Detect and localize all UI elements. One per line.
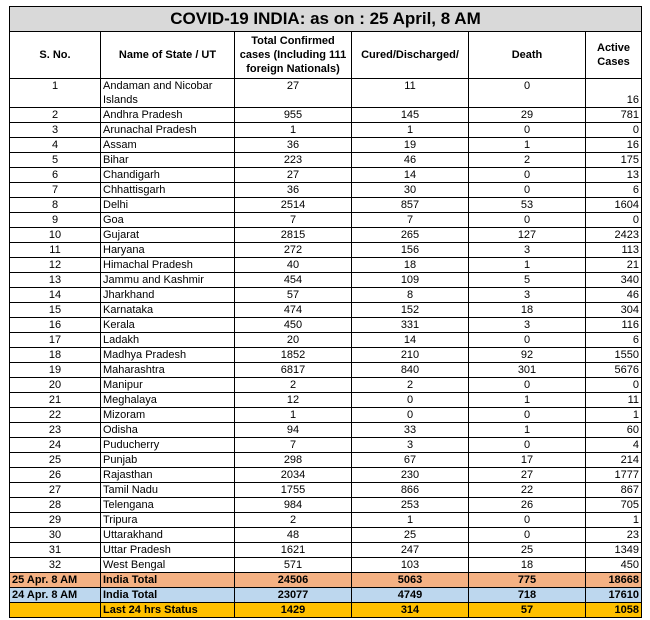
cell-death: 2 xyxy=(469,153,586,168)
summary-label: India Total xyxy=(101,573,235,588)
table-body xyxy=(10,79,642,573)
cell-confirmed: 94 xyxy=(235,423,352,438)
cell-sno: 2 xyxy=(10,108,101,123)
cell-state: Himachal Pradesh xyxy=(101,258,235,273)
cell-sno: 3 xyxy=(10,123,101,138)
table-row xyxy=(10,228,642,243)
table-row xyxy=(10,168,642,183)
cell-sno: 32 xyxy=(10,558,101,573)
cell-confirmed: 450 xyxy=(235,318,352,333)
cell-death: 0 xyxy=(469,528,586,543)
cell-cured: 840 xyxy=(352,363,469,378)
table-row xyxy=(10,513,642,528)
cell-cured: 1 xyxy=(352,123,469,138)
cell-confirmed: 6817 xyxy=(235,363,352,378)
table-row xyxy=(10,213,642,228)
cell-cured: 0 xyxy=(352,408,469,423)
cell-cured: 14 xyxy=(352,333,469,348)
summary-row-last24 xyxy=(10,603,642,618)
cell-confirmed: 298 xyxy=(235,453,352,468)
cell-state: Punjab xyxy=(101,453,235,468)
cell-cured: 230 xyxy=(352,468,469,483)
table-row xyxy=(10,273,642,288)
cell-cured: 145 xyxy=(352,108,469,123)
cell-state: Puducherry xyxy=(101,438,235,453)
cell-active: 16 xyxy=(586,79,642,108)
table-row xyxy=(10,318,642,333)
cell-confirmed: 2 xyxy=(235,513,352,528)
cell-sno: 10 xyxy=(10,228,101,243)
cell-sno: 9 xyxy=(10,213,101,228)
cell-sno: 27 xyxy=(10,483,101,498)
cell-active: 781 xyxy=(586,108,642,123)
cell-death: 127 xyxy=(469,228,586,243)
cell-state: Tripura xyxy=(101,513,235,528)
cell-state: Assam xyxy=(101,138,235,153)
cell-active: 867 xyxy=(586,483,642,498)
cell-cured: 8 xyxy=(352,288,469,303)
table-row xyxy=(10,348,642,363)
cell-confirmed: 474 xyxy=(235,303,352,318)
cell-state: Jammu and Kashmir xyxy=(101,273,235,288)
summary-date: 24 Apr. 8 AM xyxy=(10,588,101,603)
cell-active: 1777 xyxy=(586,468,642,483)
cell-sno: 26 xyxy=(10,468,101,483)
cell-cured: 103 xyxy=(352,558,469,573)
cell-cured: 0 xyxy=(352,393,469,408)
cell-confirmed: 571 xyxy=(235,558,352,573)
table-row xyxy=(10,243,642,258)
covid-state-table xyxy=(9,6,642,618)
cell-confirmed: 20 xyxy=(235,333,352,348)
cell-death: 0 xyxy=(469,378,586,393)
cell-death: 0 xyxy=(469,438,586,453)
cell-confirmed: 1755 xyxy=(235,483,352,498)
cell-active: 16 xyxy=(586,138,642,153)
table-row xyxy=(10,258,642,273)
cell-confirmed: 984 xyxy=(235,498,352,513)
cell-active: 11 xyxy=(586,393,642,408)
cell-state: Kerala xyxy=(101,318,235,333)
cell-death: 1 xyxy=(469,423,586,438)
cell-state: Goa xyxy=(101,213,235,228)
cell-death: 17 xyxy=(469,453,586,468)
cell-confirmed: 12 xyxy=(235,393,352,408)
table-row xyxy=(10,558,642,573)
cell-death: 25 xyxy=(469,543,586,558)
cell-cured: 46 xyxy=(352,153,469,168)
cell-death: 26 xyxy=(469,498,586,513)
header-confirmed: Total Confirmed cases (Including 111 foreign Nationals) xyxy=(235,32,352,79)
summary-row-apr25 xyxy=(10,573,642,588)
cell-sno: 24 xyxy=(10,438,101,453)
table-row xyxy=(10,303,642,318)
cell-state: Haryana xyxy=(101,243,235,258)
cell-cured: 152 xyxy=(352,303,469,318)
cell-active: 340 xyxy=(586,273,642,288)
cell-death: 1 xyxy=(469,393,586,408)
cell-sno: 7 xyxy=(10,183,101,198)
table-row xyxy=(10,138,642,153)
cell-active: 6 xyxy=(586,333,642,348)
cell-active: 113 xyxy=(586,243,642,258)
cell-confirmed: 48 xyxy=(235,528,352,543)
table-row xyxy=(10,153,642,168)
cell-cured: 247 xyxy=(352,543,469,558)
cell-sno: 12 xyxy=(10,258,101,273)
cell-active: 5676 xyxy=(586,363,642,378)
cell-cured: 33 xyxy=(352,423,469,438)
cell-cured: 156 xyxy=(352,243,469,258)
cell-state: Andhra Pradesh xyxy=(101,108,235,123)
cell-death: 3 xyxy=(469,288,586,303)
cell-active: 0 xyxy=(586,213,642,228)
cell-cured: 14 xyxy=(352,168,469,183)
cell-active: 116 xyxy=(586,318,642,333)
header-death: Death xyxy=(469,32,586,79)
cell-confirmed: 40 xyxy=(235,258,352,273)
cell-death: 3 xyxy=(469,318,586,333)
cell-confirmed: 1 xyxy=(235,123,352,138)
table-row xyxy=(10,333,642,348)
cell-sno: 30 xyxy=(10,528,101,543)
table-row xyxy=(10,288,642,303)
cell-death: 27 xyxy=(469,468,586,483)
summary-cured: 4749 xyxy=(352,588,469,603)
cell-cured: 2 xyxy=(352,378,469,393)
cell-state: Maharashtra xyxy=(101,363,235,378)
header-active: Active Cases xyxy=(586,32,642,79)
cell-sno: 22 xyxy=(10,408,101,423)
cell-confirmed: 7 xyxy=(235,213,352,228)
cell-active: 2423 xyxy=(586,228,642,243)
cell-active: 1349 xyxy=(586,543,642,558)
cell-state: Bihar xyxy=(101,153,235,168)
cell-death: 0 xyxy=(469,168,586,183)
header-cured: Cured/Discharged/ xyxy=(352,32,469,79)
cell-state: Jharkhand xyxy=(101,288,235,303)
cell-active: 13 xyxy=(586,168,642,183)
cell-sno: 19 xyxy=(10,363,101,378)
cell-sno: 20 xyxy=(10,378,101,393)
cell-active: 175 xyxy=(586,153,642,168)
cell-sno: 21 xyxy=(10,393,101,408)
cell-sno: 1 xyxy=(10,79,101,108)
cell-state: Odisha xyxy=(101,423,235,438)
header-state: Name of State / UT xyxy=(101,32,235,79)
cell-cured: 7 xyxy=(352,213,469,228)
cell-state: Arunachal Pradesh xyxy=(101,123,235,138)
summary-date: 25 Apr. 8 AM xyxy=(10,573,101,588)
cell-state: Manipur xyxy=(101,378,235,393)
cell-state: Madhya Pradesh xyxy=(101,348,235,363)
cell-state: Ladakh xyxy=(101,333,235,348)
cell-state: Andaman and Nicobar Islands xyxy=(101,79,235,108)
summary-death: 718 xyxy=(469,588,586,603)
cell-death: 53 xyxy=(469,198,586,213)
cell-sno: 23 xyxy=(10,423,101,438)
cell-death: 0 xyxy=(469,408,586,423)
cell-sno: 8 xyxy=(10,198,101,213)
cell-active: 214 xyxy=(586,453,642,468)
cell-cured: 866 xyxy=(352,483,469,498)
table-row xyxy=(10,468,642,483)
cell-sno: 16 xyxy=(10,318,101,333)
table-row xyxy=(10,408,642,423)
cell-sno: 14 xyxy=(10,288,101,303)
table-row xyxy=(10,79,642,108)
cell-death: 18 xyxy=(469,303,586,318)
cell-state: Telengana xyxy=(101,498,235,513)
cell-sno: 4 xyxy=(10,138,101,153)
table-row xyxy=(10,453,642,468)
cell-confirmed: 1 xyxy=(235,408,352,423)
cell-confirmed: 1621 xyxy=(235,543,352,558)
cell-active: 304 xyxy=(586,303,642,318)
summary-label: Last 24 hrs Status xyxy=(101,603,235,618)
cell-cured: 331 xyxy=(352,318,469,333)
cell-sno: 13 xyxy=(10,273,101,288)
summary-cured: 314 xyxy=(352,603,469,618)
cell-sno: 6 xyxy=(10,168,101,183)
cell-death: 0 xyxy=(469,513,586,528)
table-row xyxy=(10,423,642,438)
cell-state: Rajasthan xyxy=(101,468,235,483)
cell-confirmed: 36 xyxy=(235,138,352,153)
cell-state: Tamil Nadu xyxy=(101,483,235,498)
cell-active: 1 xyxy=(586,408,642,423)
cell-sno: 18 xyxy=(10,348,101,363)
cell-state: Chhattisgarh xyxy=(101,183,235,198)
table-row xyxy=(10,498,642,513)
cell-active: 0 xyxy=(586,123,642,138)
cell-cured: 857 xyxy=(352,198,469,213)
cell-cured: 109 xyxy=(352,273,469,288)
cell-death: 22 xyxy=(469,483,586,498)
cell-cured: 1 xyxy=(352,513,469,528)
cell-cured: 3 xyxy=(352,438,469,453)
cell-confirmed: 1852 xyxy=(235,348,352,363)
cell-sno: 28 xyxy=(10,498,101,513)
cell-death: 1 xyxy=(469,138,586,153)
header-sno: S. No. xyxy=(10,32,101,79)
cell-active: 60 xyxy=(586,423,642,438)
cell-death: 0 xyxy=(469,183,586,198)
cell-sno: 31 xyxy=(10,543,101,558)
cell-cured: 253 xyxy=(352,498,469,513)
cell-cured: 18 xyxy=(352,258,469,273)
cell-sno: 25 xyxy=(10,453,101,468)
table-row xyxy=(10,123,642,138)
cell-active: 6 xyxy=(586,183,642,198)
summary-date xyxy=(10,603,101,618)
cell-confirmed: 7 xyxy=(235,438,352,453)
cell-confirmed: 272 xyxy=(235,243,352,258)
cell-state: West Bengal xyxy=(101,558,235,573)
cell-death: 0 xyxy=(469,333,586,348)
cell-confirmed: 955 xyxy=(235,108,352,123)
summary-confirmed: 1429 xyxy=(235,603,352,618)
cell-cured: 30 xyxy=(352,183,469,198)
summary-confirmed: 23077 xyxy=(235,588,352,603)
summary-active: 17610 xyxy=(586,588,642,603)
cell-active: 1604 xyxy=(586,198,642,213)
cell-death: 29 xyxy=(469,108,586,123)
summary-row-apr24 xyxy=(10,588,642,603)
summary-death: 57 xyxy=(469,603,586,618)
cell-death: 5 xyxy=(469,273,586,288)
summary-confirmed: 24506 xyxy=(235,573,352,588)
cell-cured: 265 xyxy=(352,228,469,243)
table-row xyxy=(10,528,642,543)
summary-death: 775 xyxy=(469,573,586,588)
cell-confirmed: 2034 xyxy=(235,468,352,483)
cell-state: Karnataka xyxy=(101,303,235,318)
cell-confirmed: 2815 xyxy=(235,228,352,243)
table-row xyxy=(10,438,642,453)
cell-death: 0 xyxy=(469,213,586,228)
table-row xyxy=(10,183,642,198)
cell-sno: 11 xyxy=(10,243,101,258)
cell-active: 23 xyxy=(586,528,642,543)
cell-cured: 210 xyxy=(352,348,469,363)
cell-state: Meghalaya xyxy=(101,393,235,408)
table-row xyxy=(10,378,642,393)
cell-state: Chandigarh xyxy=(101,168,235,183)
table-row xyxy=(10,543,642,558)
cell-active: 0 xyxy=(586,378,642,393)
cell-state: Uttarakhand xyxy=(101,528,235,543)
summary-label: India Total xyxy=(101,588,235,603)
cell-active: 705 xyxy=(586,498,642,513)
cell-cured: 67 xyxy=(352,453,469,468)
summary-active: 1058 xyxy=(586,603,642,618)
summary-active: 18668 xyxy=(586,573,642,588)
cell-cured: 11 xyxy=(352,79,469,108)
table-row xyxy=(10,483,642,498)
cell-confirmed: 454 xyxy=(235,273,352,288)
cell-death: 301 xyxy=(469,363,586,378)
cell-state: Delhi xyxy=(101,198,235,213)
cell-active: 450 xyxy=(586,558,642,573)
cell-active: 21 xyxy=(586,258,642,273)
table-row xyxy=(10,393,642,408)
table-row xyxy=(10,198,642,213)
table-row xyxy=(10,363,642,378)
cell-active: 4 xyxy=(586,438,642,453)
table-title: COVID-19 INDIA: as on : 25 April, 8 AM xyxy=(10,7,642,32)
cell-sno: 29 xyxy=(10,513,101,528)
cell-state: Mizoram xyxy=(101,408,235,423)
cell-confirmed: 27 xyxy=(235,79,352,108)
cell-death: 0 xyxy=(469,79,586,108)
cell-death: 18 xyxy=(469,558,586,573)
cell-active: 1 xyxy=(586,513,642,528)
cell-death: 0 xyxy=(469,123,586,138)
cell-death: 92 xyxy=(469,348,586,363)
cell-confirmed: 2 xyxy=(235,378,352,393)
cell-cured: 25 xyxy=(352,528,469,543)
cell-sno: 5 xyxy=(10,153,101,168)
table-row xyxy=(10,108,642,123)
cell-death: 1 xyxy=(469,258,586,273)
cell-cured: 19 xyxy=(352,138,469,153)
cell-active: 46 xyxy=(586,288,642,303)
cell-state: Uttar Pradesh xyxy=(101,543,235,558)
cell-death: 3 xyxy=(469,243,586,258)
summary-cured: 5063 xyxy=(352,573,469,588)
cell-confirmed: 36 xyxy=(235,183,352,198)
cell-confirmed: 2514 xyxy=(235,198,352,213)
cell-active: 1550 xyxy=(586,348,642,363)
cell-confirmed: 223 xyxy=(235,153,352,168)
cell-sno: 17 xyxy=(10,333,101,348)
cell-confirmed: 57 xyxy=(235,288,352,303)
covid-table-container xyxy=(9,6,641,618)
cell-state: Gujarat xyxy=(101,228,235,243)
cell-confirmed: 27 xyxy=(235,168,352,183)
cell-sno: 15 xyxy=(10,303,101,318)
